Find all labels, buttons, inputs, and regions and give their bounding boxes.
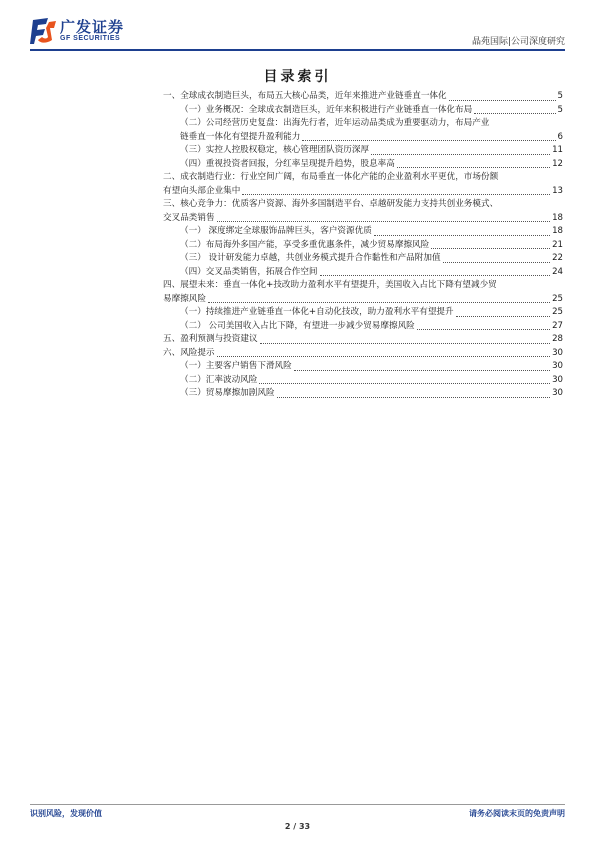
- toc-page-number: 6: [557, 131, 563, 142]
- toc-dot-leader: [449, 100, 556, 101]
- toc-entry-text: （一）持续推进产业链垂直一体化+自动化技改，助力盈利水平有望提升: [180, 307, 454, 317]
- company-logo: [30, 16, 140, 50]
- toc-entry[interactable]: [163, 320, 563, 334]
- toc-dot-leader: [302, 140, 555, 141]
- toc-entry[interactable]: [163, 347, 563, 361]
- toc-page-number: 30: [552, 374, 563, 385]
- toc-entry-text: （二）汇率波动风险: [180, 374, 258, 385]
- page-header: [0, 0, 595, 62]
- toc-dot-leader: [277, 397, 551, 398]
- toc-entry[interactable]: [163, 374, 563, 388]
- toc-title: 目录索引: [263, 69, 332, 85]
- toc-entry[interactable]: [163, 158, 563, 172]
- toc-page-number: 18: [552, 226, 563, 236]
- toc-entry-text: 交叉品类销售: [163, 212, 215, 223]
- toc-entry[interactable]: [163, 117, 563, 144]
- toc-entry-text: （三）实控人控股权稳定，核心管理团队资历深厚: [180, 145, 370, 155]
- toc-entry-text: （二）布局海外多国产能，享受多重优惠条件，减少贸易摩擦风险: [180, 239, 430, 250]
- toc-dot-leader: [259, 383, 550, 384]
- toc-entry[interactable]: [163, 279, 563, 306]
- toc-entry[interactable]: [163, 360, 563, 374]
- toc-dot-leader: [320, 275, 551, 276]
- toc-page-number: 27: [552, 320, 563, 331]
- logo-english-text: GF SECURITIES: [60, 35, 121, 42]
- toc-page-number: 12: [552, 158, 563, 169]
- toc-entry[interactable]: [163, 198, 563, 225]
- toc-entry-text: 五、盈利预测与投资建议: [163, 334, 258, 344]
- toc-dot-leader: [208, 302, 550, 303]
- toc-dot-leader: [260, 343, 551, 344]
- toc-entry-text: （四）交叉品类销售，拓展合作空间: [180, 266, 318, 277]
- toc-page-number: 5: [557, 104, 563, 115]
- toc-dot-leader: [474, 113, 555, 114]
- toc-entry-text: 四、展望未来：垂直一体化+技改助力盈利水平有望提升，美国收入占比下降有望减少贸: [163, 280, 497, 290]
- toc-page-number: 5: [557, 91, 563, 101]
- toc-dot-leader: [294, 370, 550, 371]
- toc-page-number: 18: [552, 212, 563, 223]
- toc-entry[interactable]: [163, 239, 563, 253]
- gf-logo-icon: [30, 16, 58, 46]
- toc-entry-text: （二）公司经营历史复盘：出海先行者，近年运动品类成为重要驱动力，布局产业: [180, 118, 490, 128]
- toc-dot-leader: [397, 167, 550, 168]
- toc-entry-text: 一、全球成衣制造巨头，布局五大核心品类，近年来推进产业链垂直一体化: [163, 91, 447, 101]
- toc-entry-text: （三） 设计研发能力卓越，共创业务模式提升合作黏性和产品附加值: [180, 253, 441, 263]
- toc-entry-last-line: [180, 131, 563, 145]
- toc-dot-leader: [456, 316, 550, 317]
- toc-dot-leader: [242, 194, 550, 195]
- toc-entry[interactable]: [163, 225, 563, 239]
- toc-dot-leader: [217, 356, 550, 357]
- toc-entry-last-line: [163, 293, 563, 307]
- toc-entry[interactable]: [163, 333, 563, 347]
- footer-slogan: 识别风险，发现价值: [30, 809, 102, 818]
- toc-dot-leader: [371, 154, 550, 155]
- toc-entry[interactable]: [163, 306, 563, 320]
- toc-entry[interactable]: [163, 252, 563, 266]
- footer-divider: [30, 804, 565, 805]
- toc-dot-leader: [374, 235, 550, 236]
- toc-entry-text: （一） 深度绑定全球服饰品牌巨头，客户资源优质: [180, 226, 372, 236]
- toc-entry-last-line: [163, 212, 563, 226]
- toc-page-number: 25: [552, 293, 563, 304]
- toc-page-number: 13: [552, 185, 563, 196]
- toc-entry-text: （一）主要客户销售下滑风险: [180, 361, 292, 371]
- toc-entry[interactable]: [163, 171, 563, 198]
- toc-entry-text: 链垂直一体化有望提升盈利能力: [180, 131, 301, 142]
- toc-entry[interactable]: [163, 387, 563, 401]
- toc-entry-text: （四）重视投资者回报，分红率呈现提升趋势，股息率高: [180, 158, 395, 169]
- report-category: 晶苑国际|公司深度研究: [471, 37, 565, 47]
- footer-disclaimer: 请务必阅读末页的免责声明: [469, 809, 565, 818]
- table-of-contents: [163, 90, 563, 401]
- toc-entry[interactable]: [163, 266, 563, 280]
- toc-entry-text: 六、风险提示: [163, 347, 215, 358]
- toc-page-number: 22: [552, 253, 563, 263]
- toc-dot-leader: [417, 329, 550, 330]
- logo-chinese-text: 广发证券: [60, 18, 125, 36]
- toc-entry-text: 有望向头部企业集中: [163, 185, 241, 196]
- toc-entry-text: （二） 公司美国收入占比下降，有望进一步减少贸易摩擦风险: [180, 320, 415, 331]
- toc-page-number: 30: [552, 388, 563, 398]
- toc-entry[interactable]: [163, 90, 563, 104]
- toc-dot-leader: [443, 262, 551, 263]
- toc-entry-text: 易摩擦风险: [163, 293, 206, 304]
- toc-page-number: 30: [552, 347, 563, 358]
- page-number: 2 / 33: [284, 822, 311, 831]
- toc-page-number: 24: [552, 266, 563, 277]
- toc-page-number: 25: [552, 307, 563, 317]
- toc-page-number: 30: [552, 361, 563, 371]
- toc-entry[interactable]: [163, 104, 563, 118]
- toc-entry[interactable]: [163, 144, 563, 158]
- toc-entry-text: （三）贸易摩擦加剧风险: [180, 388, 275, 398]
- toc-page-number: 28: [552, 334, 563, 344]
- header-divider: [30, 49, 565, 51]
- toc-entry-text: 二、成衣制造行业：行业空间广阔，布局垂直一体化产能的企业盈利水平更优，市场份额: [163, 172, 499, 182]
- toc-dot-leader: [217, 221, 550, 222]
- toc-page-number: 11: [552, 145, 563, 155]
- toc-dot-leader: [431, 248, 550, 249]
- toc-page-number: 21: [552, 239, 563, 250]
- toc-entry-text: （一）业务概况：全球成衣制造巨头，近年来积极进行产业链垂直一体化布局: [180, 104, 473, 115]
- toc-entry-text: 三、核心竞争力：优质客户资源、海外多国制造平台、卓越研发能力支持共创业务模式、: [163, 199, 499, 209]
- toc-entry-last-line: [163, 185, 563, 199]
